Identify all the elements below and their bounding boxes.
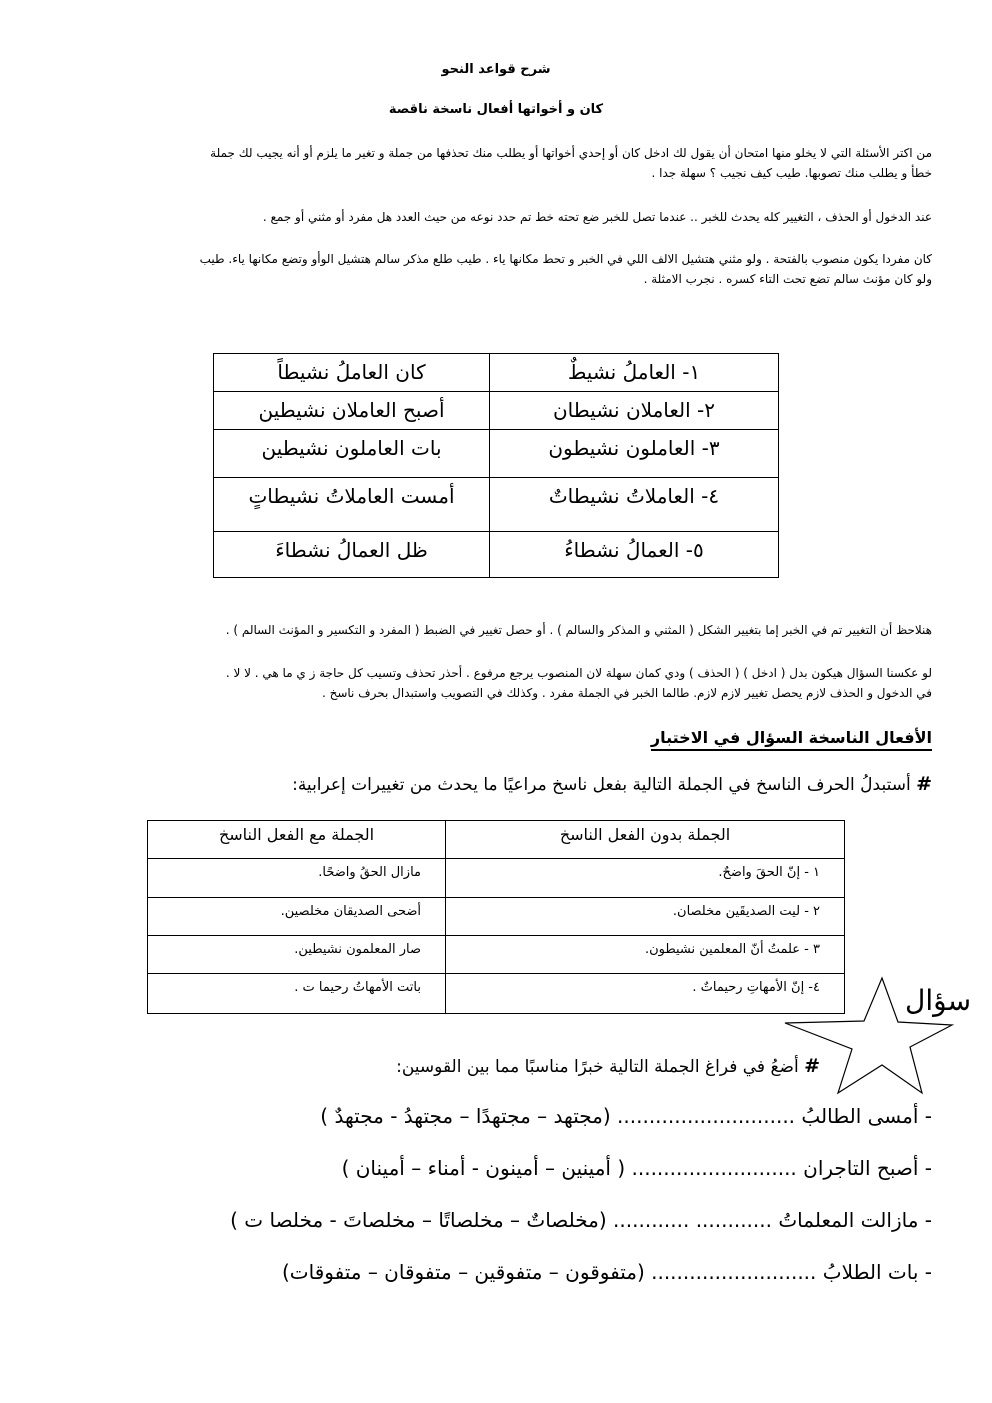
table-row <box>148 974 845 1014</box>
question-label: سؤال <box>905 984 972 1017</box>
intro-line: خطأ و يطلب منك تصوبها. طيب كيف نجيب ؟ سهلة جدا . <box>651 166 932 180</box>
fill-item-4: - بات الطلابُ .......................... (متفوقون – متفوقين – متفوقان – متفوقات) <box>281 1260 932 1284</box>
example-after: ظل العمالُ نشطاءَ <box>214 532 490 578</box>
sentence-without: ٤- إنّ الأمهاتِ رحيماتٌ . <box>446 974 845 1014</box>
table-row <box>148 898 845 936</box>
fill-item-2: - أصبح التاجران .......................... ( أمينين – أمينون - أمناء – أمينان ) <box>341 1156 932 1180</box>
note-1: هنلاحظ أن التغيير تم في الخبر إما بتغيير الشكل ( المثني و المذكر والسالم ) . أو حصل تغيير في الضبط ( المفرد و التكسير و المؤنث السالم ) . <box>225 623 932 637</box>
table-row <box>214 392 779 430</box>
sentence-without: ٣ - علمتُ أنّ المعلمين نشيطون. <box>446 936 845 974</box>
sentence-with: أضحى الصديقان مخلصين. <box>148 898 446 936</box>
question-1-table <box>147 820 845 1014</box>
sentence-with: مازال الحقُ واضحًا. <box>148 859 446 898</box>
fill-item-1: - أمسى الطالبُ ............................ (مجتهد – مجتهدًا – مجتهدُ - مجتهدٌ ) <box>320 1104 932 1128</box>
intro-paragraph-3 <box>60 249 932 289</box>
page-title: شرح قواعد النحو <box>441 62 551 77</box>
note-2 <box>60 663 932 703</box>
question-text: أضعُ في فراغ الجملة التالية خبرًا مناسبًا مما بين القوسين: <box>396 1057 799 1077</box>
header-with: الجملة مع الفعل الناسخ <box>148 821 446 859</box>
hash-mark: # <box>916 773 932 795</box>
intro-paragraph-1 <box>60 143 932 183</box>
intro-line: ولو كان مؤنث سالم تضع تحت التاء كسره . نجرب الامثلة . <box>643 272 932 286</box>
example-after: أمست العاملاتُ نشيطاتٍ <box>214 478 490 532</box>
table-row <box>214 354 779 392</box>
table-row <box>148 859 845 898</box>
hash-mark: # <box>804 1055 820 1077</box>
intro-line: من اكتر الأسئلة التي لا يخلو منها امتحان أن يقول لك ادخل كان أو إحدي أخواتها أو يطلب منك تحذفها من جملة و تغير ما يلزم أو أنه يجيب لك جملة <box>210 146 932 160</box>
table-row <box>148 936 845 974</box>
example-after: أصبح العاملان نشيطين <box>214 392 490 430</box>
sentence-with: صار المعلمون نشيطين. <box>148 936 446 974</box>
table-row <box>214 430 779 478</box>
example-after: كان العاملُ نشيطاً <box>214 354 490 392</box>
sentence-with: باتت الأمهاتُ رحيما ت . <box>148 974 446 1014</box>
table-row <box>214 478 779 532</box>
header-without: الجملة بدون الفعل الناسخ <box>446 821 845 859</box>
table-row <box>214 532 779 578</box>
question-2 <box>300 1055 820 1077</box>
sentence-without: ١ - إنّ الحقَ واضحٌ. <box>446 859 845 898</box>
example-after: بات العاملون نشيطين <box>214 430 490 478</box>
example-before: ٣- العاملون نشيطون <box>490 430 779 478</box>
fill-item-3: - مازالت المعلماتُ ............ ............ (مخلصاتٌ – مخلصاتًا – مخلصاتَ - مخلصا ت ) <box>230 1208 932 1232</box>
section-heading-text: الأفعال الناسخة السؤال في الاختبار <box>651 728 932 751</box>
page-subtitle: كان و أخواتها أفعال ناسخة ناقصة <box>388 102 604 117</box>
table-header-row <box>148 821 845 859</box>
question-text: أستبدلُ الحرف الناسخ في الجملة التالية بفعل ناسخ مراعيًا ما يحدث من تغييرات إعرابية: <box>292 775 911 795</box>
example-before: ٥- العمالُ نشطاءُ <box>490 532 779 578</box>
example-before: ١- العاملُ نشيطٌ <box>490 354 779 392</box>
section-heading <box>400 728 932 747</box>
examples-table <box>213 353 779 578</box>
sentence-without: ٢ - ليت الصديقَين مخلصان. <box>446 898 845 936</box>
intro-line: كان مفردا يكون منصوب بالفتحة . ولو مثني هتشيل الالف اللي في الخبر و تحط مكانها ياء . طيب طلع مذكر سالم هتشيل الوأو وتضع مكانها ياء. طيب <box>199 252 932 266</box>
note-line: في الدخول و الحذف لازم يحصل تغيير لازم لازم. طالما الخبر في الجملة مفرد . وكذلك في التصويب واستبدال بحرف ناسخ . <box>321 686 932 700</box>
note-line: لو عكسنا السؤال هيكون بدل ( ادخل ) ( الحذف ) ودي كمان سهلة لان المنصوب يرجع مرفوع . أحذر تحذف وتسيب كل حاجة ز ي ما هي . لا لا . <box>225 666 932 680</box>
example-before: ٤- العاملاتُ نشيطاتٌ <box>490 478 779 532</box>
question-1 <box>200 773 932 795</box>
intro-paragraph-2: عند الدخول أو الحذف ، التغيير كله يحدث للخبر .. عندما تصل للخبر ضع تحته خط تم حدد نوعه من حيث العدد هل مفرد أو مثني أو جمع . <box>262 210 932 224</box>
example-before: ٢- العاملان نشيطان <box>490 392 779 430</box>
